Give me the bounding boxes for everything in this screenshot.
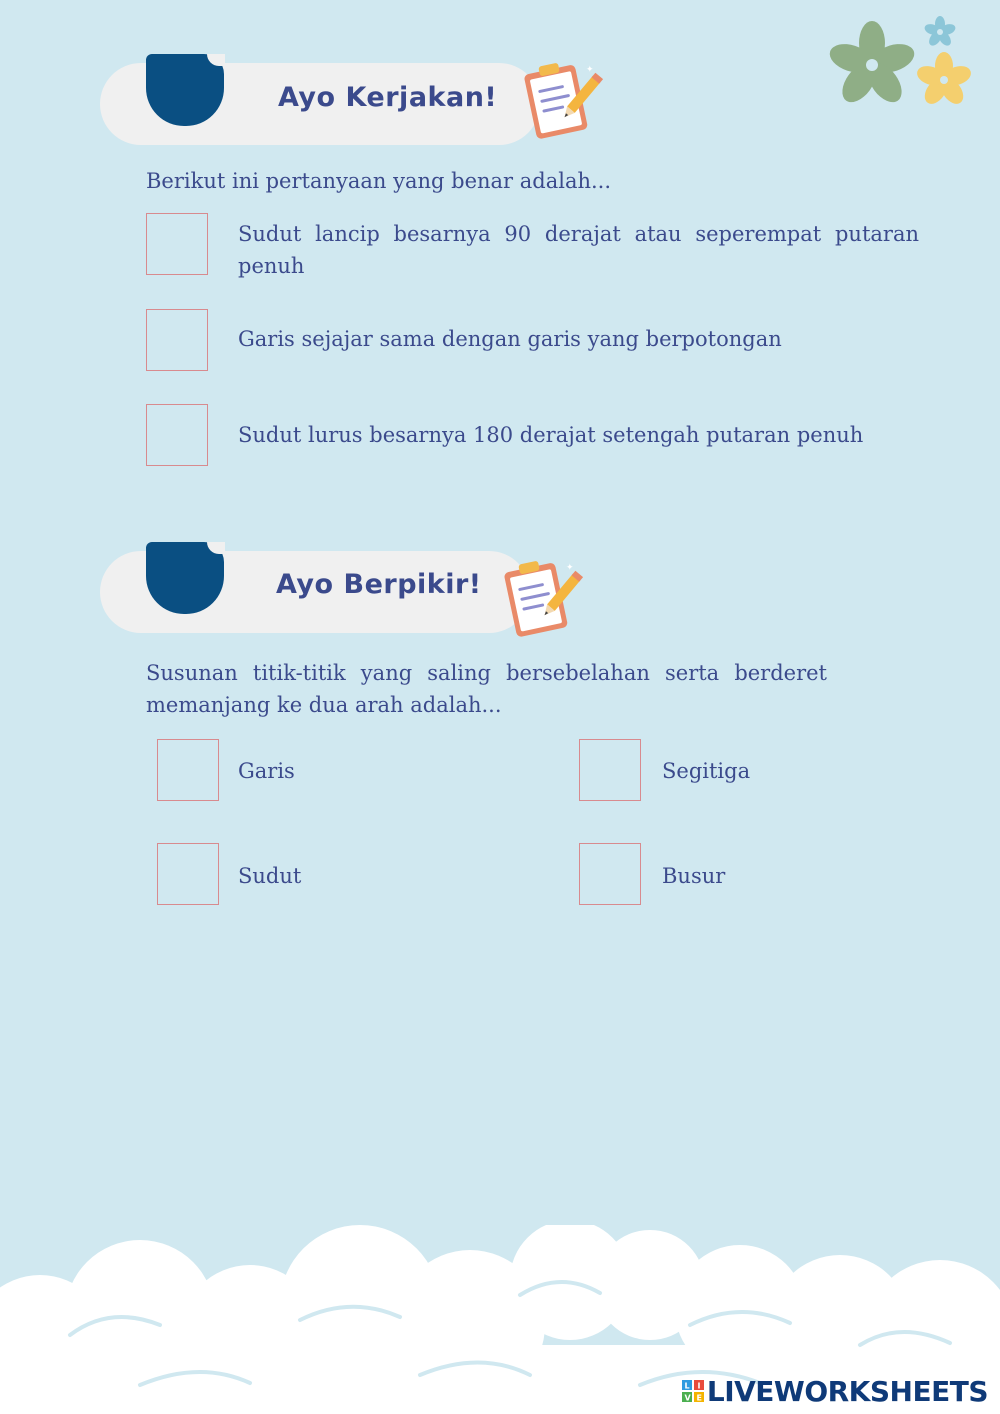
answer-checkbox-busur[interactable] <box>579 843 641 905</box>
question-text: Berikut ini pertanyaan yang benar adalah... <box>146 169 612 193</box>
section-header-tab <box>146 54 224 126</box>
clipboard-pencil-icon <box>500 556 584 640</box>
green-flower-icon <box>826 21 918 108</box>
logo-badge-v: V <box>684 1393 691 1402</box>
option-busur-label: Busur <box>662 864 726 888</box>
option-1-line-2: penuh <box>238 254 305 278</box>
logo-badge-icon <box>682 1380 704 1402</box>
option-sudut-label: Sudut <box>238 864 302 888</box>
option-segitiga-label: Segitiga <box>662 759 751 783</box>
answer-checkbox-segitiga[interactable] <box>579 739 641 801</box>
question-text-line-2: memanjang ke dua arah adalah... <box>146 693 502 717</box>
answer-checkbox-1[interactable] <box>146 213 208 275</box>
question-text-line-1: Susunan titik-titik yang saling bersebelahan serta berderet <box>146 661 827 685</box>
answer-checkbox-2[interactable] <box>146 309 208 371</box>
svg-text:✦: ✦ <box>586 65 594 75</box>
section-title: Ayo Berpikir! <box>276 569 482 600</box>
logo-badge-i: I <box>697 1381 701 1391</box>
blue-flower-icon <box>923 16 957 48</box>
flowers-decoration <box>820 10 990 120</box>
answer-checkbox-garis[interactable] <box>157 739 219 801</box>
section-title: Ayo Kerjakan! <box>278 82 498 113</box>
clipboard-pencil-icon <box>520 58 604 142</box>
option-3-label: Sudut lurus besarnya 180 derajat setengah putaran penuh <box>238 423 864 447</box>
svg-text:✦: ✦ <box>566 563 574 573</box>
logo-text: LIVEWORKSHEETS <box>706 1374 988 1408</box>
liveworksheets-logo <box>682 1374 988 1408</box>
logo-badge-l: L <box>684 1381 690 1391</box>
option-2-label: Garis sejajar sama dengan garis yang berpotongan <box>238 327 782 351</box>
option-1-line-1: Sudut lancip besarnya 90 derajat atau seperempat putaran <box>238 222 919 246</box>
yellow-flower-icon <box>915 52 974 108</box>
logo-badge-e: E <box>696 1393 702 1402</box>
answer-checkbox-3[interactable] <box>146 404 208 466</box>
option-garis-label: Garis <box>238 759 295 783</box>
answer-checkbox-sudut[interactable] <box>157 843 219 905</box>
section-header-tab <box>146 542 224 614</box>
